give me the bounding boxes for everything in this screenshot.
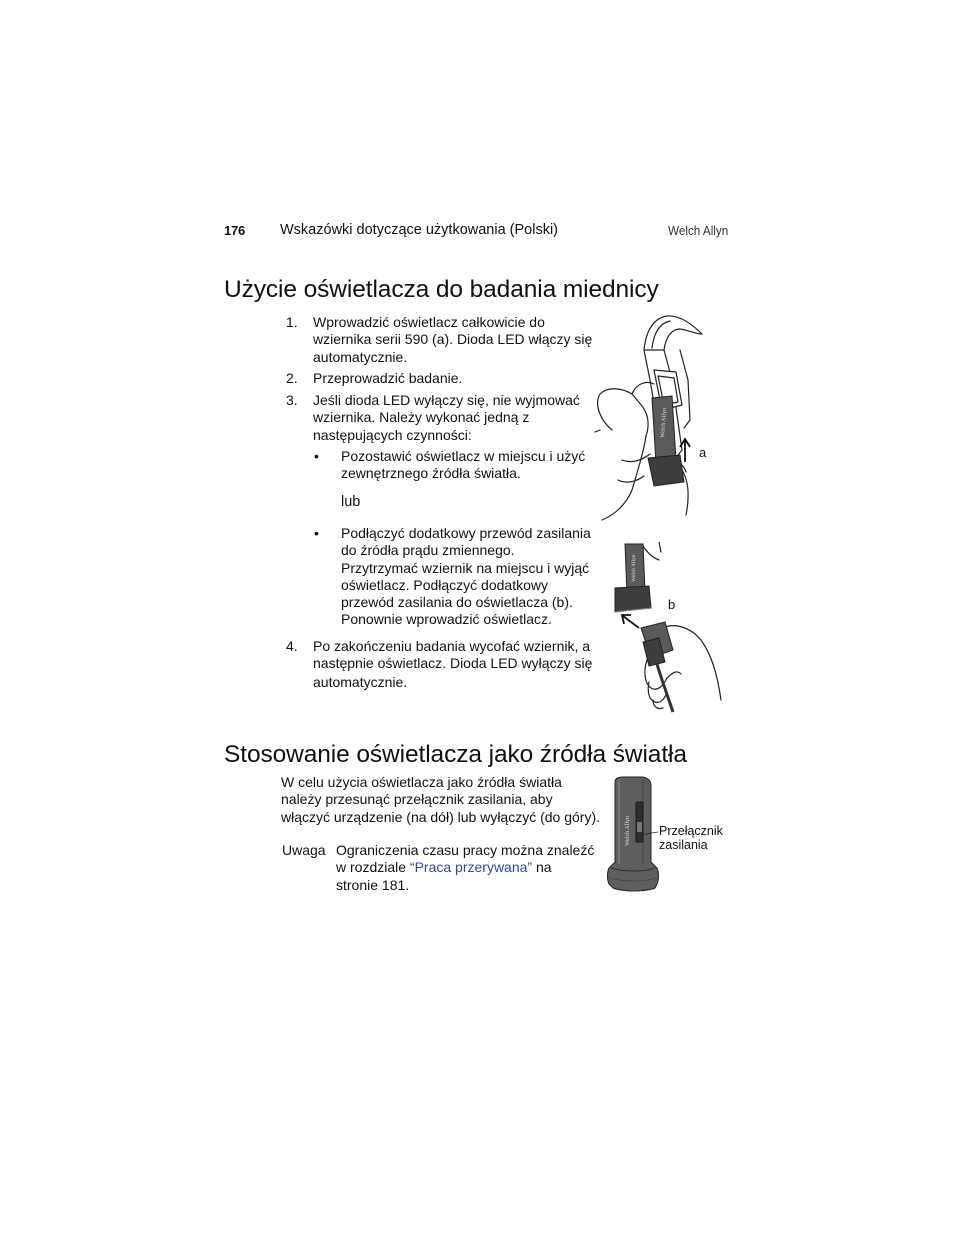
step-line: Wprowadzić oświetlacz całkowicie do (313, 314, 545, 330)
light-source-paragraph (281, 774, 600, 826)
step-line: następnie oświetlacz. Dioda LED wyłączy się (313, 655, 593, 672)
running-header-brand: Welch Allyn (668, 223, 729, 238)
device-brand-label: Welch Allyn (631, 554, 637, 582)
note-text-fragment: w rozdziale (336, 859, 410, 876)
paragraph-line: W celu użycia oświetlacza jako źródła światła (281, 774, 562, 790)
step-line: następujących czynności: (313, 426, 472, 443)
bullet-text (341, 448, 585, 483)
illuminator-device (615, 544, 651, 612)
note-line (336, 859, 594, 876)
step-line: Przeprowadzić badanie. (313, 370, 463, 386)
step-line: Jeśli dioda LED wyłączy się, nie wyjmować (313, 392, 580, 408)
figure-label-a: a (699, 445, 707, 460)
page-number: 176 (224, 223, 246, 238)
note-line: Ograniczenia czasu pracy można znaleźć (336, 842, 595, 858)
bullet-line: oświetlacz. Podłączyć dodatkowy (341, 576, 548, 593)
caption-line: zasilania (659, 837, 708, 852)
device-brand-label: Welch Allyn (660, 407, 669, 439)
section-heading-light-source: Stosowanie oświetlacza jako źródła światła (224, 741, 687, 768)
bullet-line: Ponownie wprowadzić oświetlacz. (341, 611, 552, 628)
step-number: 3. (286, 392, 298, 408)
bullet-line: przewód zasilania do oświetlacza (b). (341, 594, 573, 611)
step-text (313, 314, 592, 366)
caption-line: Przełącznik (659, 824, 723, 838)
cross-reference-link[interactable]: “Praca przerywana” (409, 859, 533, 876)
step-line: automatycznie. (313, 673, 408, 690)
section-heading-pelvic-exam: Użycie oświetlacza do badania miednicy (224, 276, 659, 303)
step-number: 1. (286, 314, 298, 330)
step-line: automatycznie. (313, 348, 408, 365)
illuminator-device (648, 396, 684, 486)
device-brand-label: Welch Allyn (625, 815, 631, 846)
bullet-text (341, 525, 591, 629)
step-text (313, 638, 592, 691)
step-line: wziernika serii 590 (a). Dioda LED włączy się (313, 331, 593, 348)
step-number: 2. (286, 370, 298, 386)
arrow-up-left-icon (622, 615, 639, 628)
bullet-mark: • (314, 448, 319, 464)
step-line: wziernika. Należy wykonać jedną z (313, 409, 530, 426)
callout-leader-line (640, 830, 660, 840)
note-text-fragment: na (532, 859, 552, 876)
bullet-line: Podłączyć dodatkowy przewód zasilania (341, 525, 591, 541)
bullet-line: do źródła prądu zmiennego. (341, 542, 515, 559)
step-line: Po zakończeniu badania wycofać wziernik, a (313, 638, 591, 654)
bullet-mark: • (314, 525, 319, 541)
step-text (313, 392, 580, 444)
figure-speculum-insertion (592, 310, 722, 525)
note-line: stronie 181. (336, 876, 410, 893)
or-separator: lub (341, 494, 361, 510)
paragraph-line: należy przesunąć przełącznik zasilania, aby (281, 791, 553, 808)
note-label: Uwaga (282, 842, 326, 858)
paragraph-line: włączyć urządzenie (na dół) lub wyłączyć (do góry). (281, 808, 601, 825)
bullet-line: Przytrzymać wziernik na miejscu i wyjąć (341, 559, 590, 576)
note-text (336, 842, 594, 894)
figure-power-cord-connection (603, 542, 723, 714)
bullet-line: zewnętrznego źródła światła. (341, 465, 521, 482)
figure-caption-power-switch (659, 825, 723, 852)
figure-label-b: b (668, 597, 676, 612)
bullet-line: Pozostawić oświetlacz w miejscu i użyć (341, 448, 586, 464)
step-number: 4. (286, 638, 298, 654)
running-header-title: Wskazówki dotyczące użytkowania (Polski) (280, 222, 559, 238)
step-text (313, 370, 462, 387)
